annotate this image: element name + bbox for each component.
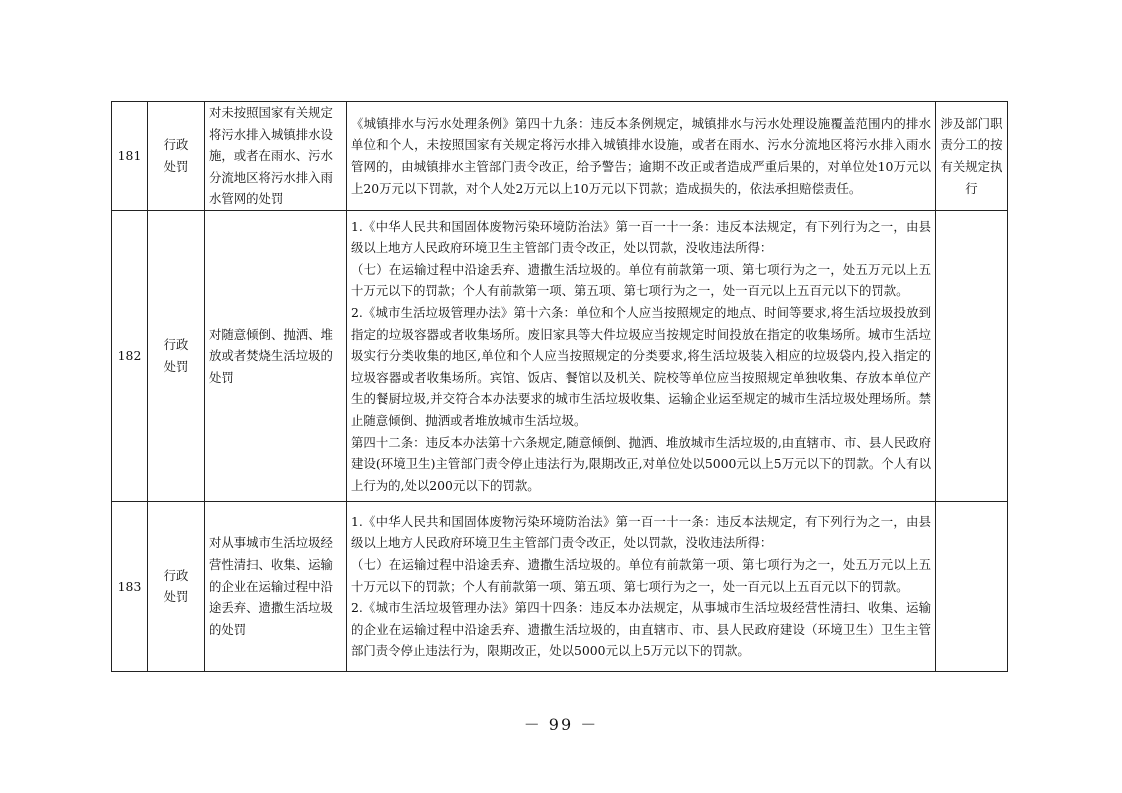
power-category: 行政 处罚 xyxy=(148,102,205,211)
basis-paragraph: （七）在运输过程中沿途丢弃、遗撒生活垃圾的。单位有前款第一项、第七项行为之一，处五万元以上五十万元以下的罚款；个人有前款第一项、第五项、第七项行为之一，处一百元以上五百元以下的罚款。 xyxy=(351,261,931,299)
power-item-name: 对随意倾倒、抛洒、堆放或者焚烧生活垃圾的处罚 xyxy=(205,210,347,501)
legal-basis xyxy=(347,210,936,501)
page-number: － 99 － xyxy=(523,715,599,734)
basis-paragraph: 第四十二条：违反本办法第十六条规定,随意倾倒、抛洒、堆放城市生活垃圾的,由直辖市、市、县人民政府建设(环境卫生)主管部门责令停止违法行为,限期改正,对单位处以5000元以上5万元以下的罚款。个人有以上行为的,处以200元以下的罚款。 xyxy=(351,434,931,493)
legal-basis xyxy=(347,102,936,211)
power-item-name: 对从事城市生活垃圾经营性清扫、收集、运输的企业在运输过程中沿途丢弃、遗撒生活垃圾的处罚 xyxy=(205,501,347,671)
legal-basis xyxy=(347,501,936,671)
remark: 涉及部门职责分工的按有关规定执行 xyxy=(936,102,1008,211)
power-category: 行政 处罚 xyxy=(148,210,205,501)
basis-paragraph: 《城镇排水与污水处理条例》第四十九条：违反本条例规定，城镇排水与污水处理设施覆盖范围内的排水单位和个人，未按照国家有关规定将污水排入城镇排水设施，或者在雨水、污水分流地区将污水排入雨水管网的，由城镇排水主管部门责令改正，给予警告；逾期不改正或者造成严重后果的，对单位处10万元以上20万元以下罚款，对个人处2万元以上10万元以下罚款；造成损失的，依法承担赔偿责任。 xyxy=(351,115,931,196)
power-category: 行政 处罚 xyxy=(148,501,205,671)
table-row xyxy=(112,102,1008,211)
power-item-name: 对未按照国家有关规定将污水排入城镇排水设施，或者在雨水、污水分流地区将污水排入雨水管网的处罚 xyxy=(205,102,347,211)
basis-paragraph: （七）在运输过程中沿途丢弃、遗撒生活垃圾的。单位有前款第一项、第七项行为之一，处五万元以上五十万元以下的罚款；个人有前款第一项、第五项、第七项行为之一，处一百元以上五百元以下的罚款。 xyxy=(351,557,931,594)
basis-paragraph: 1.《中华人民共和国固体废物污染环境防治法》第一百一十一条：违反本法规定，有下列行为之一，由县级以上地方人民政府环境卫生主管部门责令改正，处以罚款，没收违法所得： xyxy=(351,218,931,256)
table-row xyxy=(112,501,1008,671)
power-list-table xyxy=(111,101,1008,672)
row-number: 181 xyxy=(112,102,148,211)
table-row xyxy=(112,210,1008,501)
basis-paragraph: 1.《中华人民共和国固体废物污染环境防治法》第一百一十一条：违反本法规定，有下列行为之一，由县级以上地方人民政府环境卫生主管部门责令改正，处以罚款，没收违法所得： xyxy=(351,513,931,551)
row-number: 183 xyxy=(112,501,148,671)
remark xyxy=(936,501,1008,671)
row-number: 182 xyxy=(112,210,148,501)
basis-paragraph: 2.《城市生活垃圾管理办法》第四十四条：违反本办法规定，从事城市生活垃圾经营性清扫、收集、运输的企业在运输过程中沿途丢弃、遗撒生活垃圾的，由直辖市、市、县人民政府建设（环境卫生）卫生主管部门责令停止违法行为，限期改正，处以5000元以上5万元以下的罚款。 xyxy=(351,600,931,659)
remark xyxy=(936,210,1008,501)
basis-paragraph: 2.《城市生活垃圾管理办法》第十六条：单位和个人应当按照规定的地点、时间等要求,将生活垃圾投放到指定的垃圾容器或者收集场所。废旧家具等大件垃圾应当按规定时间投放在指定的收集场所。城市生活垃圾实行分类收集的地区,单位和个人应当按照规定的分类要求,将生活垃圾装入相应的垃圾袋内,投入指定的垃圾容器或者收集场所。宾馆、饭店、餐馆以及机关、院校等单位应当按照规定单独收集、存放本单位产生的餐厨垃圾,并交符合本办法要求的城市生活垃圾收集、运输企业运至规定的城市生活垃圾处理场所。禁止随意倾倒、抛洒或者堆放城市生活垃圾。 xyxy=(351,304,931,428)
